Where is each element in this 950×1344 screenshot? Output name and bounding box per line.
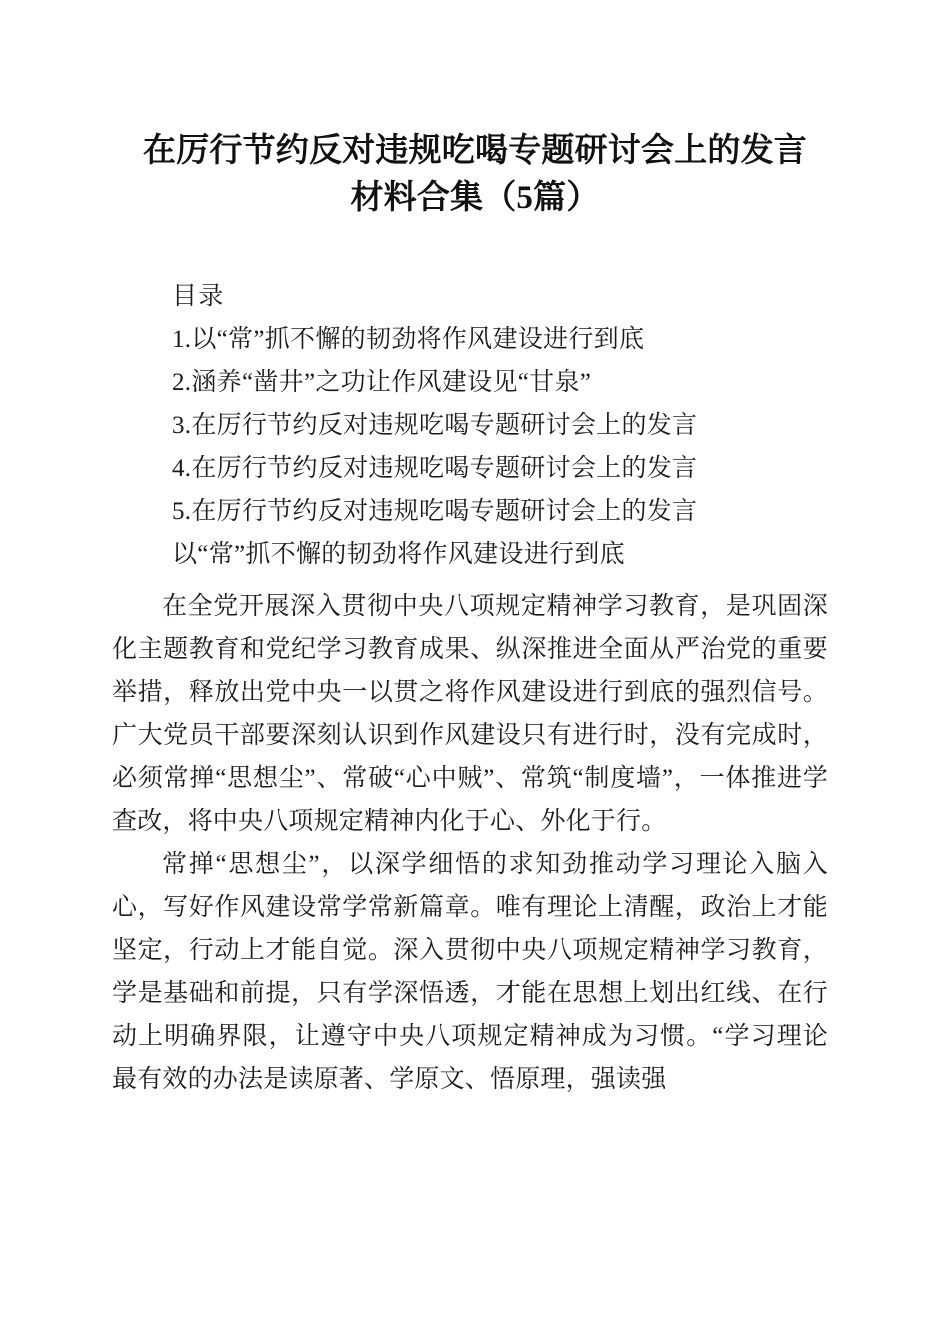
toc-item-2[interactable]: 2.涵养“凿井”之功让作风建设见“甘泉”: [172, 369, 592, 396]
body-paragraph-1: 在全党开展深入贯彻中央八项规定精神学习教育，是巩固深化主题教育和党纪学习教育成果、纵深推进全面从严治党的重要举措，释放出党中央一以贯之将作风建设进行到底的强烈信号。广大党员干部要深刻认识到作风建设只有进行时，没有完成时，必须常掸“思想尘”、常破“心中贼”、常筑“制度墙”，一体推进学查改，将中央八项规定精神内化于心、外化于行。: [112, 593, 828, 835]
toc-heading: 目录: [172, 283, 225, 310]
table-of-contents: [172, 275, 832, 533]
page-title-line-2: 材料合集（5篇）: [350, 180, 600, 216]
body-paragraph-2: 常掸“思想尘”，以深学细悟的求知劲推动学习理论入脑入心，写好作风建设常学常新篇章。唯有理论上清醒，政治上才能坚定，行动上才能自觉。深入贯彻中央八项规定精神学习教育，学是基础和前提，只有学深悟透，才能在思想上划出红线、在行动上明确界限，让遵守中央八项规定精神成为习惯。“学习理论最有效的办法是读原著、学原文、悟原理，强读强: [112, 851, 828, 1093]
toc-item-1[interactable]: 1.以“常”抓不懈的韧劲将作风建设进行到底: [172, 326, 645, 353]
article-body: [112, 585, 828, 1101]
page-title-line-1: 在厉行节约反对违规吃喝专题研讨会上的发言: [143, 133, 807, 169]
page-bottom-margin: [0, 1168, 950, 1344]
toc-item-4[interactable]: 4.在厉行节约反对违规吃喝专题研讨会上的发言: [172, 455, 698, 482]
page-title: [100, 128, 850, 222]
toc-item-3[interactable]: 3.在厉行节约反对违规吃喝专题研讨会上的发言: [172, 412, 698, 439]
toc-item-5[interactable]: 5.在厉行节约反对违规吃喝专题研讨会上的发言: [172, 498, 698, 525]
article-heading: 以“常”抓不懈的韧劲将作风建设进行到底: [172, 541, 625, 568]
